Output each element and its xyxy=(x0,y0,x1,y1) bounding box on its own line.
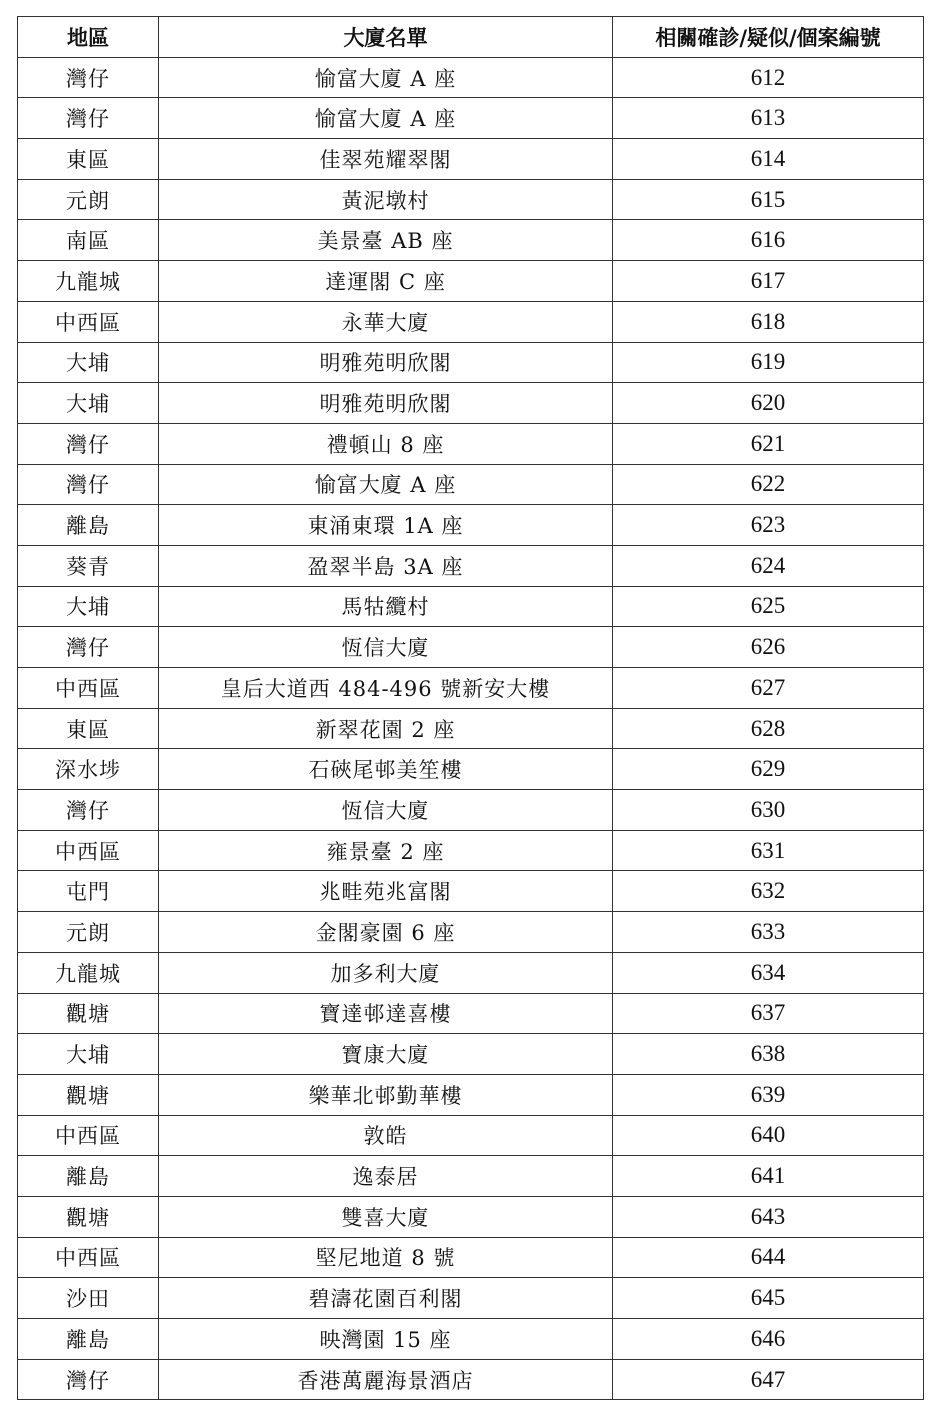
cell-district: 中西區 xyxy=(18,301,159,342)
cell-building: 金閣豪園 6 座 xyxy=(159,912,613,953)
header-case-number: 相關確診/疑似/個案編號 xyxy=(613,17,924,58)
cell-district: 觀塘 xyxy=(18,1074,159,1115)
cell-district: 元朗 xyxy=(18,179,159,220)
table-row xyxy=(18,627,924,668)
cell-case-number: 617 xyxy=(613,261,924,302)
cell-building: 雙喜大廈 xyxy=(159,1196,613,1237)
table-row xyxy=(18,545,924,586)
cell-case-number: 644 xyxy=(613,1237,924,1278)
cell-district: 沙田 xyxy=(18,1278,159,1319)
cell-case-number: 631 xyxy=(613,830,924,871)
cell-building: 恆信大廈 xyxy=(159,790,613,831)
cell-district: 觀塘 xyxy=(18,993,159,1034)
table-row xyxy=(18,1196,924,1237)
cell-district: 大埔 xyxy=(18,1034,159,1075)
cell-building: 加多利大廈 xyxy=(159,952,613,993)
building-list-table xyxy=(17,16,924,1400)
cell-district: 東區 xyxy=(18,139,159,180)
table-row xyxy=(18,586,924,627)
cell-building: 東涌東環 1A 座 xyxy=(159,505,613,546)
cell-case-number: 640 xyxy=(613,1115,924,1156)
cell-building: 明雅苑明欣閣 xyxy=(159,383,613,424)
cell-district: 九龍城 xyxy=(18,952,159,993)
cell-building: 逸泰居 xyxy=(159,1156,613,1197)
cell-district: 離島 xyxy=(18,1156,159,1197)
table-row xyxy=(18,1237,924,1278)
cell-district: 灣仔 xyxy=(18,790,159,831)
cell-case-number: 620 xyxy=(613,383,924,424)
cell-building: 映灣園 15 座 xyxy=(159,1319,613,1360)
cell-district: 觀塘 xyxy=(18,1196,159,1237)
header-building: 大廈名單 xyxy=(159,17,613,58)
cell-district: 東區 xyxy=(18,708,159,749)
cell-case-number: 623 xyxy=(613,505,924,546)
cell-district: 灣仔 xyxy=(18,57,159,98)
cell-district: 中西區 xyxy=(18,830,159,871)
table-row xyxy=(18,830,924,871)
table-row xyxy=(18,220,924,261)
cell-district: 灣仔 xyxy=(18,464,159,505)
cell-building: 新翠花園 2 座 xyxy=(159,708,613,749)
cell-case-number: 614 xyxy=(613,139,924,180)
cell-district: 灣仔 xyxy=(18,423,159,464)
cell-case-number: 643 xyxy=(613,1196,924,1237)
table-row xyxy=(18,1359,924,1400)
table-row xyxy=(18,1074,924,1115)
cell-district: 大埔 xyxy=(18,342,159,383)
cell-building: 明雅苑明欣閣 xyxy=(159,342,613,383)
cell-building: 美景臺 AB 座 xyxy=(159,220,613,261)
cell-case-number: 619 xyxy=(613,342,924,383)
cell-district: 九龍城 xyxy=(18,261,159,302)
cell-case-number: 616 xyxy=(613,220,924,261)
table-row xyxy=(18,1319,924,1360)
cell-district: 大埔 xyxy=(18,383,159,424)
cell-case-number: 629 xyxy=(613,749,924,790)
cell-district: 葵青 xyxy=(18,545,159,586)
cell-district: 南區 xyxy=(18,220,159,261)
table-row xyxy=(18,790,924,831)
cell-case-number: 630 xyxy=(613,790,924,831)
table-row xyxy=(18,668,924,709)
table-row xyxy=(18,261,924,302)
cell-building: 寶康大廈 xyxy=(159,1034,613,1075)
table-row xyxy=(18,342,924,383)
cell-case-number: 647 xyxy=(613,1359,924,1400)
cell-case-number: 625 xyxy=(613,586,924,627)
cell-case-number: 621 xyxy=(613,423,924,464)
cell-building: 愉富大廈 A 座 xyxy=(159,57,613,98)
cell-case-number: 624 xyxy=(613,545,924,586)
cell-building: 盈翠半島 3A 座 xyxy=(159,545,613,586)
cell-case-number: 628 xyxy=(613,708,924,749)
table-header-row xyxy=(18,17,924,58)
table-row xyxy=(18,993,924,1034)
table-row xyxy=(18,98,924,139)
cell-building: 兆畦苑兆富閣 xyxy=(159,871,613,912)
cell-district: 灣仔 xyxy=(18,1359,159,1400)
cell-case-number: 622 xyxy=(613,464,924,505)
cell-building: 寶達邨達喜樓 xyxy=(159,993,613,1034)
cell-building: 樂華北邨勤華樓 xyxy=(159,1074,613,1115)
cell-district: 離島 xyxy=(18,1319,159,1360)
table-row xyxy=(18,871,924,912)
table-row xyxy=(18,1115,924,1156)
cell-building: 黃泥墩村 xyxy=(159,179,613,220)
cell-district: 深水埗 xyxy=(18,749,159,790)
cell-building: 恆信大廈 xyxy=(159,627,613,668)
cell-case-number: 613 xyxy=(613,98,924,139)
cell-district: 元朗 xyxy=(18,912,159,953)
table-row xyxy=(18,749,924,790)
table-row xyxy=(18,1278,924,1319)
cell-building: 碧濤花園百利閣 xyxy=(159,1278,613,1319)
building-list-table-container xyxy=(17,16,923,1400)
cell-case-number: 615 xyxy=(613,179,924,220)
cell-case-number: 612 xyxy=(613,57,924,98)
cell-case-number: 627 xyxy=(613,668,924,709)
cell-building: 石硤尾邨美笙樓 xyxy=(159,749,613,790)
cell-building: 愉富大廈 A 座 xyxy=(159,464,613,505)
cell-case-number: 632 xyxy=(613,871,924,912)
table-row xyxy=(18,952,924,993)
cell-district: 中西區 xyxy=(18,668,159,709)
header-district: 地區 xyxy=(18,17,159,58)
cell-case-number: 641 xyxy=(613,1156,924,1197)
cell-district: 中西區 xyxy=(18,1237,159,1278)
table-row xyxy=(18,912,924,953)
cell-case-number: 634 xyxy=(613,952,924,993)
cell-building: 香港萬麗海景酒店 xyxy=(159,1359,613,1400)
cell-district: 灣仔 xyxy=(18,98,159,139)
cell-building: 皇后大道西 484-496 號新安大樓 xyxy=(159,668,613,709)
table-row xyxy=(18,179,924,220)
cell-case-number: 645 xyxy=(613,1278,924,1319)
cell-case-number: 638 xyxy=(613,1034,924,1075)
table-row xyxy=(18,505,924,546)
cell-case-number: 633 xyxy=(613,912,924,953)
cell-district: 中西區 xyxy=(18,1115,159,1156)
cell-case-number: 637 xyxy=(613,993,924,1034)
cell-building: 永華大廈 xyxy=(159,301,613,342)
cell-building: 達運閣 C 座 xyxy=(159,261,613,302)
table-row xyxy=(18,57,924,98)
cell-district: 大埔 xyxy=(18,586,159,627)
cell-building: 馬牯纜村 xyxy=(159,586,613,627)
cell-district: 離島 xyxy=(18,505,159,546)
cell-building: 堅尼地道 8 號 xyxy=(159,1237,613,1278)
cell-case-number: 618 xyxy=(613,301,924,342)
table-row xyxy=(18,383,924,424)
cell-building: 愉富大廈 A 座 xyxy=(159,98,613,139)
table-row xyxy=(18,1156,924,1197)
table-body xyxy=(18,57,924,1400)
cell-building: 禮頓山 8 座 xyxy=(159,423,613,464)
cell-case-number: 639 xyxy=(613,1074,924,1115)
table-row xyxy=(18,464,924,505)
cell-case-number: 626 xyxy=(613,627,924,668)
cell-building: 雍景臺 2 座 xyxy=(159,830,613,871)
table-row xyxy=(18,1034,924,1075)
cell-district: 屯門 xyxy=(18,871,159,912)
table-row xyxy=(18,708,924,749)
cell-case-number: 646 xyxy=(613,1319,924,1360)
table-row xyxy=(18,423,924,464)
cell-district: 灣仔 xyxy=(18,627,159,668)
cell-building: 佳翠苑耀翠閣 xyxy=(159,139,613,180)
table-row xyxy=(18,301,924,342)
table-row xyxy=(18,139,924,180)
cell-building: 敦皓 xyxy=(159,1115,613,1156)
